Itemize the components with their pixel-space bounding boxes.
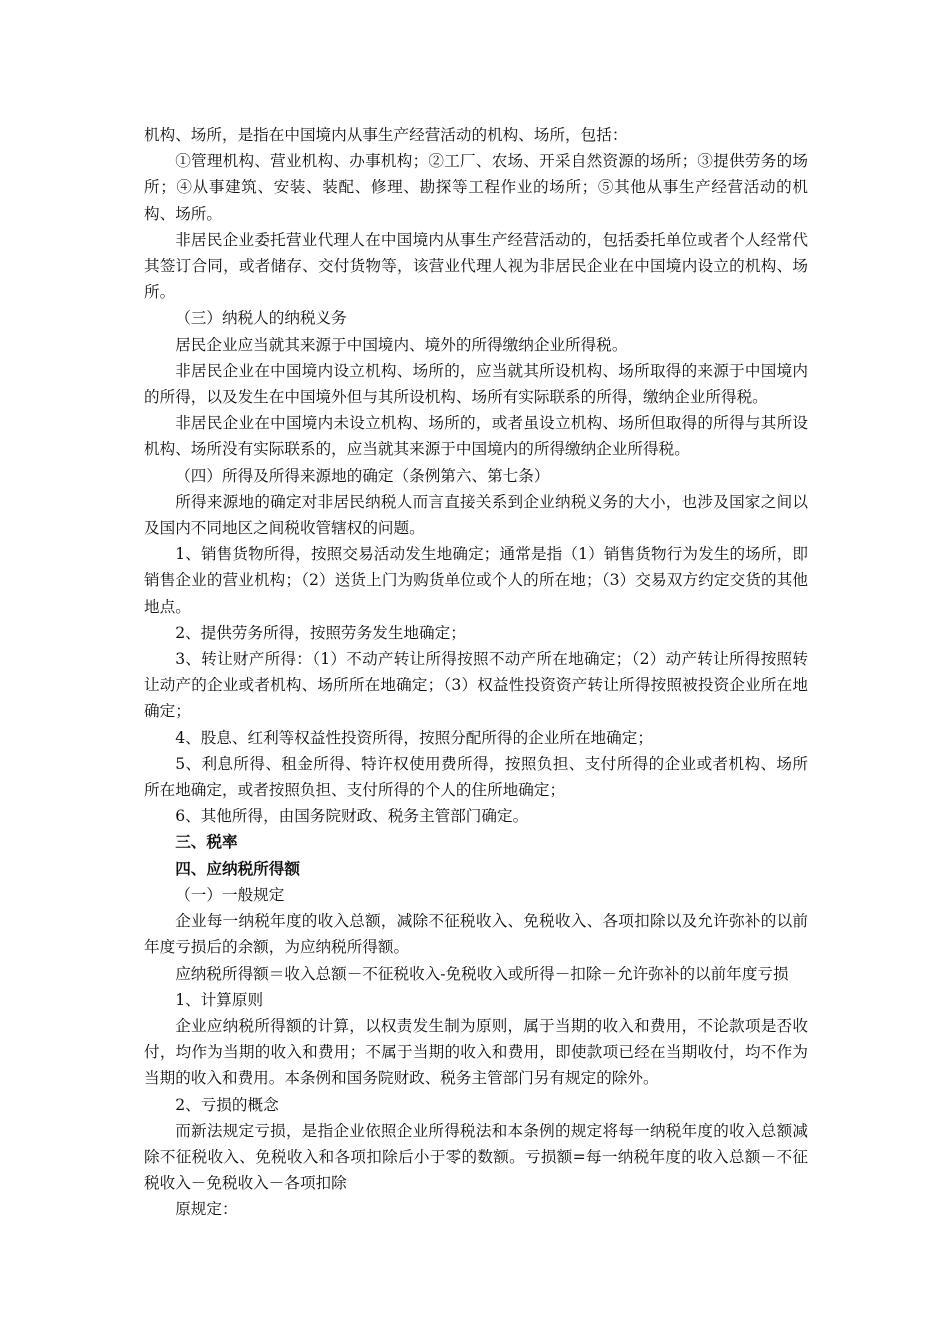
paragraph-nonresident-with-institution: 非居民企业在中国境内设立机构、场所的，应当就其所设机构、场所取得的来源于中国境内的所得，以及发生在中国境外但与其所设机构、场所有实际联系的所得，缴纳企业所得税。 — [144, 361, 808, 407]
heading-income-source: （四）所得及所得来源地的确定（条例第六、第七条） — [175, 466, 550, 485]
heading-general-provisions: （一）一般规定 — [175, 885, 285, 904]
paragraph-institution-list: ①管理机构、营业机构、办事机构；②工厂、农场、开采自然资源的场所；③提供劳务的场所；④从事建筑、安装、装配、修理、勘探等工程作业的场所；⑤其他从事生产经营活动的机构、场所。 — [144, 152, 808, 223]
heading-tax-obligation: （三）纳税人的纳税义务 — [175, 309, 347, 328]
list-item-dividends: 4、股息、红利等权益性投资所得，按照分配所得的企业所在地确定； — [175, 728, 653, 747]
paragraph-accrual-basis: 企业应纳税所得额的计算，以权责发生制为原则，属于当期的收入和费用，不论款项是否收付，均作为当期的收入和费用；不属于当期的收入和费用，即使款项已经在当期收付，均不作为当期的收入和费用。本条例和国务院财政、税务主管部门另有规定的除外。 — [144, 1016, 808, 1088]
paragraph-loss-definition: 而新法规定亏损，是指企业依照企业所得税法和本条例的规定将每一纳税年度的收入总额减除不征税收入、免税收入和各项扣除后小于零的数额。亏损额=每一纳税年度的收入总额－不征税收入－免税收入－各项扣除 — [144, 1121, 808, 1193]
list-item-sale-of-goods: 1、销售货物所得，按照交易活动发生地确定；通常是指（1）销售货物行为发生的场所，即销售企业的营业机构；（2）送货上门为购货单位或个人的所在地；（3）交易双方约定交货的其他地点。 — [144, 545, 808, 616]
section-heading-tax-rate: 三、税率 — [175, 832, 238, 852]
document-page — [144, 122, 808, 1223]
list-item-interest-rent-royalty: 5、利息所得、租金所得、特许权使用费所得，按照负担、支付所得的企业或者机构、场所所在地确定，或者按照负担、支付所得的个人的住所地确定； — [144, 754, 808, 800]
list-item-property-transfer: 3、转让财产所得：（1）不动产转让所得按照不动产所在地确定；（2）动产转让所得按照转让动产的企业或者机构、场所所在地确定；（3）权益性投资资产转让所得按照被投资企业所在地确定； — [144, 650, 808, 721]
paragraph-institution-definition: 机构、场所，是指在中国境内从事生产经营活动的机构、场所，包括： — [144, 126, 628, 144]
paragraph-income-source-intro: 所得来源地的确定对非居民纳税人而言直接关系到企业纳税义务的大小，也涉及国家之间以及国内不同地区之间税收管辖权的问题。 — [144, 492, 808, 538]
heading-calculation-principle: 1、计算原则 — [175, 990, 264, 1009]
paragraph-agent: 非居民企业委托营业代理人在中国境内从事生产经营活动的，包括委托单位或者个人经常代其签订合同，或者储存、交付货物等，该营业代理人视为非居民企业在中国境内设立的机构、场所。 — [144, 230, 808, 302]
list-item-services: 2、提供劳务所得，按照劳务发生地确定； — [175, 623, 466, 642]
paragraph-original-provision: 原规定： — [175, 1200, 238, 1219]
heading-loss-concept: 2、亏损的概念 — [175, 1095, 279, 1114]
paragraph-nonresident-without-institution: 非居民企业在中国境内未设立机构、场所的，或者虽设立机构、场所但取得的所得与其所设机构、场所没有实际联系的，应当就其来源于中国境内的所得缴纳企业所得税。 — [144, 414, 808, 459]
list-item-other-income: 6、其他所得，由国务院财政、税务主管部门确定。 — [175, 807, 529, 826]
section-heading-taxable-income: 四、应纳税所得额 — [175, 858, 300, 878]
paragraph-resident-enterprise: 居民企业应当就其来源于中国境内、境外的所得缴纳企业所得税。 — [175, 335, 628, 354]
paragraph-taxable-income-definition: 企业每一纳税年度的收入总额，减除不征税收入、免税收入、各项扣除以及允许弥补的以前年度亏损后的余额，为应纳税所得额。 — [144, 912, 808, 957]
paragraph-taxable-income-formula: 应纳税所得额＝收入总额－不征税收入-免税收入或所得－扣除－允许弥补的以前年度亏损 — [175, 964, 789, 983]
